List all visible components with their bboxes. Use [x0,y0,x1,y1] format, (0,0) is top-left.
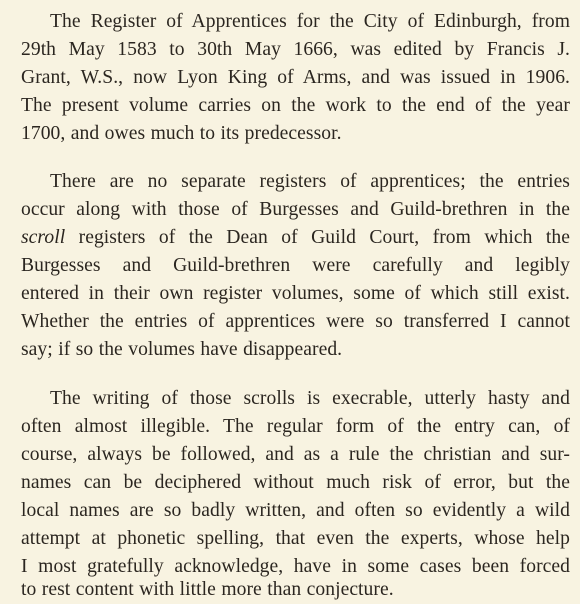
text-line: local names are so badly written, and often so evidently a wild [21,500,570,521]
text-line: to rest content with little more than conjecture. [21,579,394,600]
text-line: names can be deciphered without much risk of error, but the [21,472,570,493]
text-line: entered in their own register volumes, some of which still exist. [21,283,570,304]
text-line: I most gratefully acknowledge, have in some cases been forced [21,556,570,577]
text-line: occur along with those of Burgesses and Guild-brethren in the [21,199,570,220]
text-line-italic-lead [21,226,570,250]
text-line: Grant, W.S., now Lyon King of Arms, and was issued in 1906. [21,67,570,88]
text-line: 1700, and owes much to its predecessor. [21,123,342,144]
text-line: There are no separate registers of apprentices; the entries [50,171,570,192]
text-line: Burgesses and Guild-brethren were carefully and legibly [21,255,570,276]
text-line: Whether the entries of apprentices were so transferred I cannot [21,311,570,332]
text-line: The present volume carries on the work to the end of the year [21,95,570,116]
text-line: The writing of those scrolls is execrable, utterly hasty and [50,388,570,409]
text-line: 29th May 1583 to 30th May 1666, was edited by Francis J. [21,39,570,60]
text-line: course, always be followed, and as a rule the christian and sur- [21,444,570,465]
text-line: say; if so the volumes have disappeared. [21,339,343,360]
italic-word-scroll: scroll [21,227,66,248]
text-line: The Register of Apprentices for the City of Edinburgh, from [50,11,570,32]
line-remainder: registers of the Dean of Guild Court, from which the [65,227,570,248]
text-line: attempt at phonetic spelling, that even the experts, whose help [21,528,570,549]
text-line: often almost illegible. The regular form of the entry can, of [21,416,570,437]
